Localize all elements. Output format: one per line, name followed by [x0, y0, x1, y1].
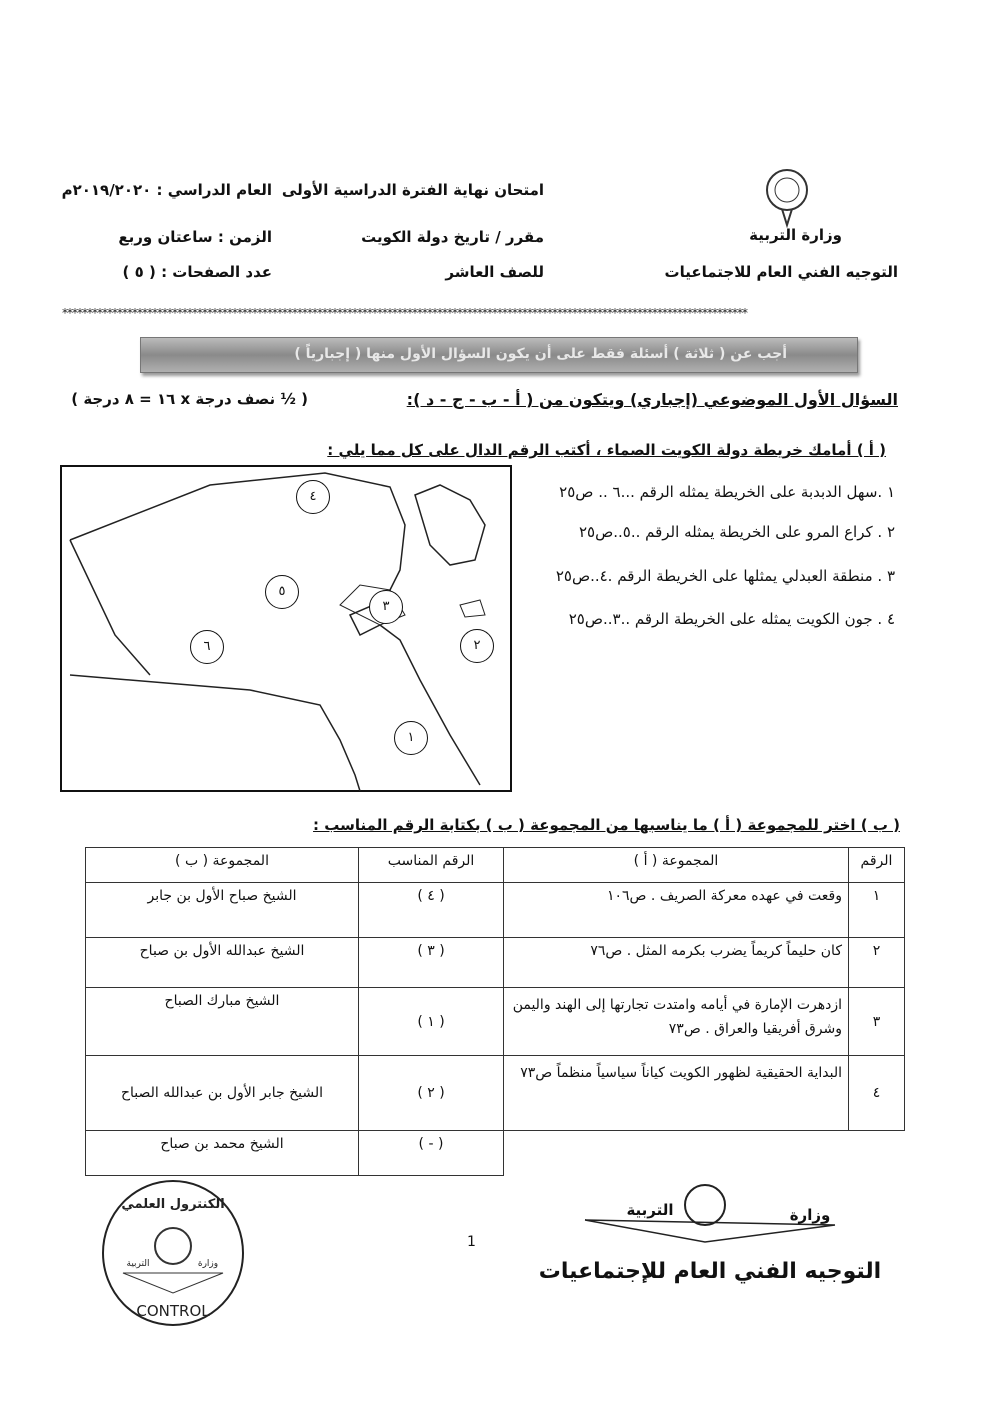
- header-group-a: المجموعة ( أ ): [504, 848, 849, 883]
- logo-left-text: وزارة: [789, 1206, 831, 1224]
- stamp-right-text: التربية: [126, 1259, 150, 1269]
- stamp-bottom-text: CONTROL: [136, 1302, 210, 1320]
- table-row: [86, 1056, 905, 1131]
- group-a-cell: البداية الحقيقية لظهور الكويت كياناً سياسياً منظماً ص٧٣: [504, 1056, 849, 1131]
- question1-title: السؤال الأول الموضوعي (إجباري) ويتكون من ( أ - ب - ج - د ):: [406, 390, 898, 409]
- kuwait-emblem-icon: [762, 165, 812, 227]
- row-number: ٤: [849, 1056, 905, 1131]
- group-a-cell: كان حليماً كريماً يضرب بكرمه المثل . ص٧٦: [504, 938, 849, 988]
- answer-cell: ( ٢ ): [359, 1056, 504, 1131]
- empty-cell: [504, 1131, 849, 1176]
- map-region-marker: ٢: [460, 629, 494, 663]
- group-b-cell: الشيخ صباح الأول بن جابر: [86, 883, 359, 938]
- row-number: ٢: [849, 938, 905, 988]
- group-b-cell: الشيخ جابر الأول بن عبدالله الصباح: [86, 1056, 359, 1131]
- map-region-marker: ٥: [265, 575, 299, 609]
- empty-cell: [849, 1131, 905, 1176]
- kuwait-map: [60, 465, 512, 792]
- logo-caption: التوجيه الفني العام للإجتماعيات: [538, 1259, 882, 1284]
- map-region-marker: ١: [394, 721, 428, 755]
- course-label: مقرر / تاريخ دولة الكويت: [361, 228, 544, 246]
- exam-title: امتحان نهاية الفترة الدراسية الأولى: [281, 181, 544, 199]
- part-a-item: ١ .سهل الدبدبة على الخريطة يمثله الرقم ...٦ .. ص٢٥: [559, 483, 895, 501]
- group-b-cell: الشيخ مبارك الصباح: [86, 988, 359, 1056]
- header-number: الرقم: [849, 848, 905, 883]
- control-stamp: [98, 1178, 248, 1328]
- row-number: ٣: [849, 988, 905, 1056]
- answer-cell: ( ٣ ): [359, 938, 504, 988]
- department-logo: [538, 1180, 882, 1295]
- part-b-title: ( ب ) اختر للمجموعة ( أ ) ما يناسبها من المجموعة ( ب ) بكتابة الرقم المناسب :: [313, 816, 900, 834]
- logo-right-text: التربية: [626, 1201, 674, 1219]
- table-row: [86, 883, 905, 938]
- map-region-marker: ٦: [190, 630, 224, 664]
- part-a-item: ٢ . كراع المرو على الخريطة يمثله الرقم ..٥..ص٢٥: [578, 523, 895, 541]
- separator: *****************************************************************************************************************************************: [62, 306, 747, 320]
- question1-marks: ( ½ نصف درجة x ١٦ = ٨ درجة ): [71, 390, 308, 408]
- group-b-cell: الشيخ عبدالله الأول بن صباح: [86, 938, 359, 988]
- page-number: 1: [467, 1234, 476, 1250]
- answer-cell: ( ١ ): [359, 988, 504, 1056]
- group-a-cell: وقعت في عهده معركة الصريف . ص١٠٦: [504, 883, 849, 938]
- grade-label: للصف العاشر: [445, 263, 544, 281]
- map-region-marker: ٤: [296, 480, 330, 514]
- stamp-top-text: الكنترول العلمي: [121, 1197, 225, 1212]
- time-label: الزمن : ساعتان وربع: [118, 228, 272, 246]
- answer-cell: ( ٤ ): [359, 883, 504, 938]
- part-a-item: ٣ . منطقة العبدلي يمثلها على الخريطة الرقم .٤..ص٢٥: [555, 567, 895, 585]
- pages-label: عدد الصفحات : ( ٥ ): [122, 263, 272, 281]
- answer-cell: ( - ): [359, 1131, 504, 1176]
- group-b-cell: الشيخ محمد بن صباح: [86, 1131, 359, 1176]
- table-row: [86, 938, 905, 988]
- row-number: ١: [849, 883, 905, 938]
- banner-text: أجب عن ( ثلاثة ) أسئلة فقط على أن يكون السؤال الأول منها ( إجبارياً ): [294, 346, 787, 362]
- part-a-title: ( أ ) أمامك خريطة دولة الكويت الصماء ، أكتب الرقم الدال على كل مما يلي :: [327, 441, 886, 459]
- header-matching-number: الرقم المناسب: [359, 848, 504, 883]
- part-a-item: ٤ . جون الكويت يمثله على الخريطة الرقم ..٣..ص٢٥: [568, 610, 895, 628]
- instructions-banner: [140, 337, 858, 373]
- map-region-marker: ٣: [369, 590, 403, 624]
- matching-table: [85, 847, 905, 1176]
- header-group-b: المجموعة ( ب ): [86, 848, 359, 883]
- group-a-cell: ازدهرت الإمارة في أيامه وامتدت تجارتها إلى الهند واليمن وشرق أفريقيا والعراق . ص٧٣: [504, 988, 849, 1056]
- year-label: العام الدراسي : ٢٠١٩/٢٠٢٠م: [61, 181, 272, 199]
- table-row: [86, 1131, 905, 1176]
- ministry-label: وزارة التربية: [749, 226, 842, 244]
- department-label: التوجيه الفني العام للاجتماعيات: [664, 263, 898, 281]
- stamp-left-text: وزارة: [197, 1259, 219, 1269]
- table-row: [86, 988, 905, 1056]
